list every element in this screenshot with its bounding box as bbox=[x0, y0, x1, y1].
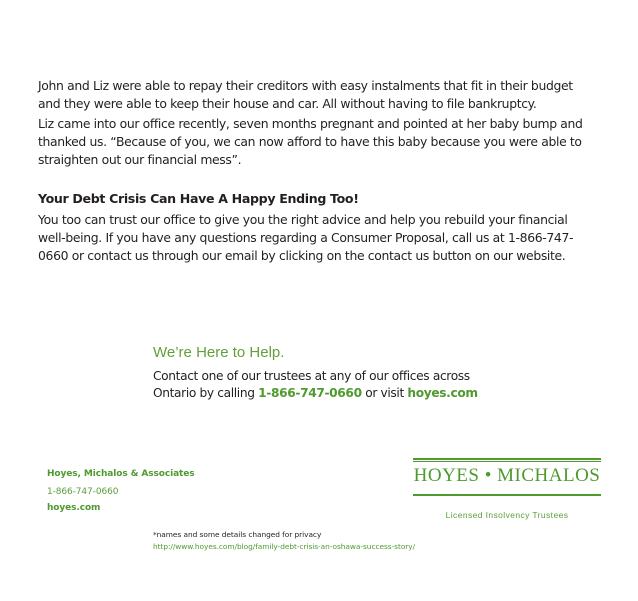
story-paragraph: Liz came into our office recently, seven months pregnant and pointed at her baby bump and thanked us. “Because of you, we can now afford to have this baby because you were able to straighten out our financial mess”. bbox=[38, 116, 583, 167]
section-heading: Your Debt Crisis Can Have A Happy Ending Too! bbox=[38, 191, 359, 206]
logo-rule bbox=[413, 494, 601, 496]
story-paragraph: You too can trust our office to give you the right advice and help you rebuild your financial well-being. If you have any questions regarding a Consumer Proposal, call us at 1-866-747-0660 or contact us through our email by clicking on the contact us button on our website. bbox=[38, 212, 574, 263]
help-text-line bbox=[153, 385, 478, 402]
logo-wordmark: HOYES • MICHALOS bbox=[413, 465, 601, 486]
story-paragraph: John and Liz were able to repay their creditors with easy instalments that fit in their budget and they were able to keep their house and car. All without having to file bankruptcy. bbox=[38, 78, 573, 111]
help-title: We’re Here to Help. bbox=[153, 344, 285, 361]
footer-company-name: Hoyes, Michalos & Associates bbox=[47, 469, 195, 479]
help-text-line: Contact one of our trustees at any of our offices across bbox=[153, 369, 470, 383]
company-logo bbox=[413, 458, 601, 496]
logo-rule bbox=[413, 461, 601, 462]
help-phone-link[interactable]: 1-866-747-0660 bbox=[258, 386, 362, 400]
privacy-note: *names and some details changed for privacy bbox=[153, 530, 322, 539]
help-website-link[interactable]: hoyes.com bbox=[407, 386, 478, 400]
logo-rule bbox=[413, 458, 601, 460]
logo-subtitle: Licensed Insolvency Trustees bbox=[445, 510, 569, 520]
source-url-link[interactable]: http://www.hoyes.com/blog/family-debt-crisis-an-oshawa-success-story/ bbox=[153, 542, 416, 551]
footer-website[interactable]: hoyes.com bbox=[47, 503, 101, 513]
help-text-middle: or visit bbox=[361, 386, 408, 400]
help-text-prefix: Ontario by calling bbox=[153, 386, 259, 400]
footer-phone[interactable]: 1-866-747-0660 bbox=[47, 487, 119, 497]
